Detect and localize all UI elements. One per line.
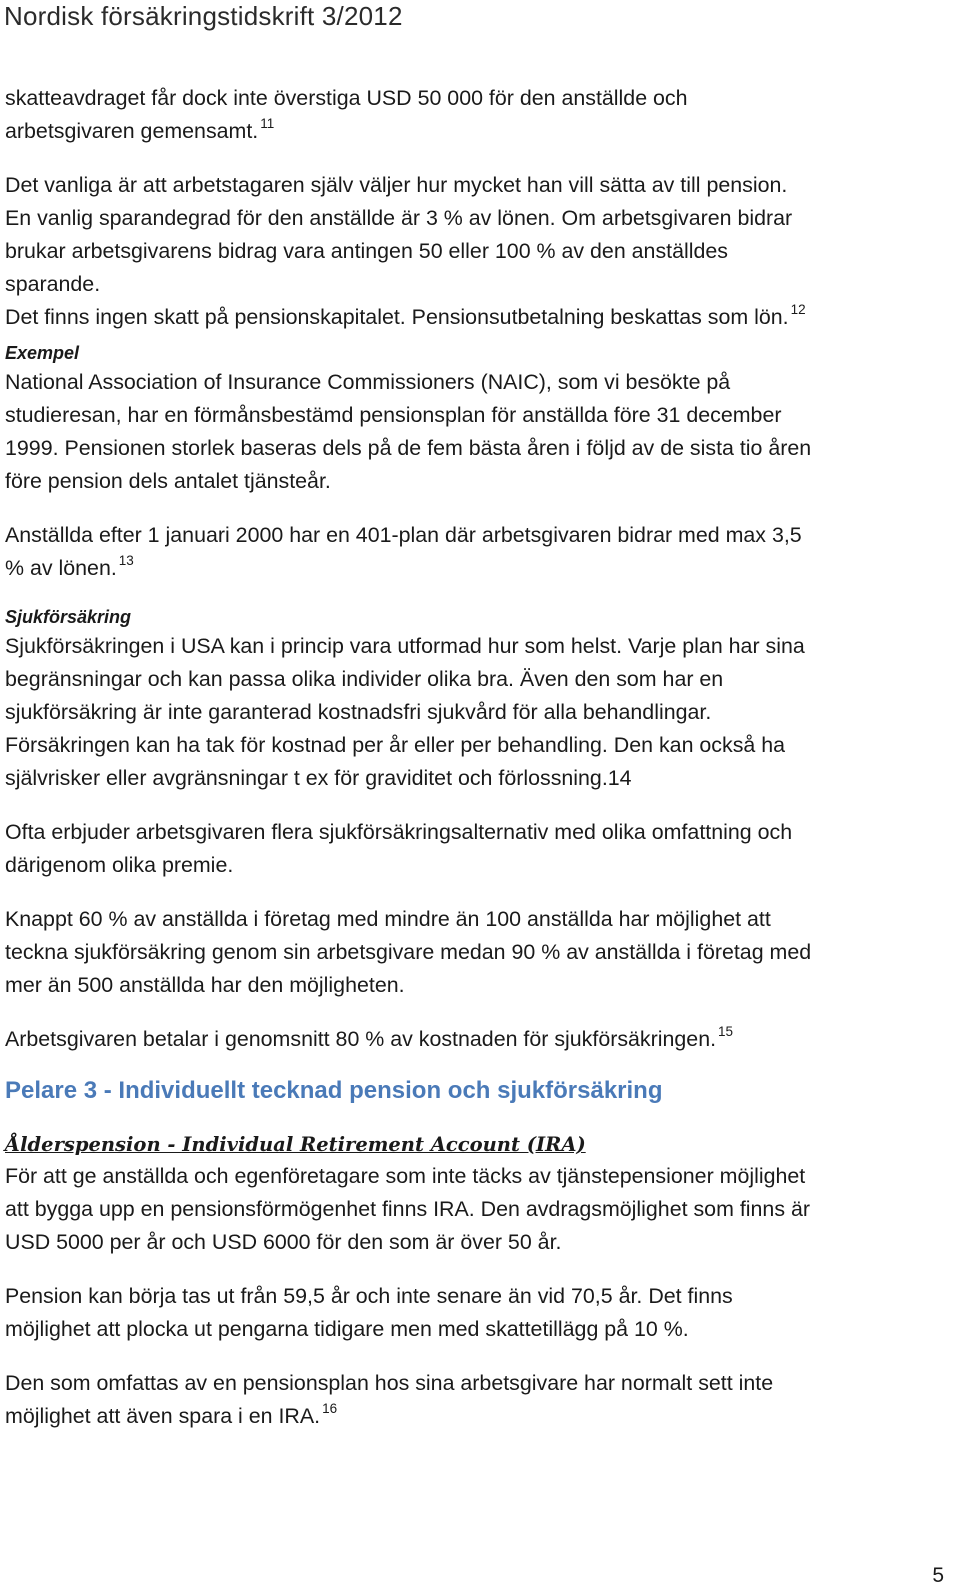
text-line: Det vanliga är att arbetstagaren själv väljer hur mycket han vill sätta av till pension. [5,173,788,197]
example-block [5,340,955,498]
text-line [5,115,955,148]
heading-example: Exempel [5,343,80,363]
text-line: sjukförsäkring är inte garanterad kostnadsfri sjukvård för alla behandlingar. [5,700,712,724]
text-line: Pension kan börja tas ut från 59,5 år och inte senare än vid 70,5 år. Det finns [5,1284,733,1308]
text-line: Anställda efter 1 januari 2000 har en 401-plan där arbetsgivaren bidrar med max 3,5 [5,523,802,547]
journal-header: Nordisk försäkringstidskrift 3/2012 [4,1,403,31]
text-line: brukar arbetsgivarens bidrag vara antingen 50 eller 100 % av den anställdes [5,239,728,263]
text-line: Försäkringen kan ha tak för kostnad per år eller per behandling. Den kan också ha [5,733,786,757]
footnote-ref-12[interactable]: 12 [790,302,806,317]
text-line: För att ge anställda och egenföretagare som inte täcks av tjänstepensioner möjlighet [5,1164,806,1188]
heading-pillar-3: Pelare 3 - Individuellt tecknad pension och sjukförsäkring [5,1077,663,1104]
paragraph-401-plan [5,519,955,585]
text-line: studieresan, har en förmånsbestämd pensionsplan för anställda före 31 december [5,403,782,427]
heading-health-insurance: Sjukförsäkring [5,607,132,627]
text-line: skatteavdraget får dock inte överstiga USD 50 000 för den anställde och [5,86,688,110]
section-pillar-3 [5,1074,955,1108]
text-line: möjlighet att plocka ut pengarna tidigare men med skattetillägg på 10 %. [5,1317,689,1341]
text-line: sparande. [5,272,101,296]
health-insurance-block [5,604,955,795]
text-line: En vanlig sparandegrad för den anställde är 3 % av lönen. Om arbetsgivaren bidrar [5,206,793,230]
text-line: att bygga upp en pensionsförmögenhet finns IRA. Den avdragsmöjlighet som finns är [5,1197,810,1221]
text-line: teckna sjukförsäkring genom sin arbetsgivare medan 90 % av anställda i företag med [5,940,812,964]
text-line [5,1400,955,1433]
text-line [5,301,955,334]
document-body [5,82,955,1433]
text-line: Sjukförsäkringen i USA kan i princip vara utformad hur som helst. Varje plan har sina [5,634,805,658]
paragraph-pension-tax [5,301,955,334]
footnote-ref-15[interactable]: 15 [718,1024,734,1039]
paragraph-employer-share [5,1023,955,1056]
text-line: självrisker eller avgränsningar t ex för graviditet och förlossning.14 [5,766,632,790]
page-number: 5 [932,1564,944,1587]
footnote-ref-11[interactable]: 11 [260,116,275,131]
text-line: mer än 500 anställda har den möjligheten. [5,973,405,997]
text-line: därigenom olika premie. [5,853,234,877]
text-line [5,1023,955,1056]
text-span: Arbetsgivaren betalar i genomsnitt 80 % av kostnaden för sjukförsäkringen. [5,1027,717,1051]
paragraph-alternatives [5,816,955,882]
text-line: USD 5000 per år och USD 6000 för den som är över 50 år. [5,1230,562,1254]
footnote-ref-13[interactable]: 13 [118,553,134,568]
text-line: Knappt 60 % av anställda i företag med mindre än 100 anställda har möjlighet att [5,907,771,931]
text-span: % av lönen. [5,556,117,580]
text-line: Ofta erbjuder arbetsgivaren flera sjukförsäkringsalternativ med olika omfattning och [5,820,793,844]
text-line: National Association of Insurance Commissioners (NAIC), som vi besökte på [5,370,731,394]
paragraph-coverage-stats [5,903,955,1002]
text-line: före pension dels antalet tjänsteår. [5,469,331,493]
footnote-ref-16[interactable]: 16 [322,1401,338,1416]
paragraph-ira-eligibility [5,1367,955,1433]
heading-ira: Ålderspension - Individual Retirement Account (IRA) [5,1133,586,1156]
text-line: Den som omfattas av en pensionsplan hos sina arbetsgivare har normalt sett inte [5,1371,774,1395]
ira-block [5,1130,955,1259]
text-line: begränsningar och kan passa olika individer olika bra. Även den som har en [5,667,724,691]
paragraph-withdrawal-age [5,1280,955,1346]
paragraph-tax-deduction [5,82,955,148]
text-line: 1999. Pensionen storlek baseras dels på de fem bästa åren i följd av de sista tio åren [5,436,812,460]
text-span: Det finns ingen skatt på pensionskapitalet. Pensionsutbetalning beskattas som lön. [5,305,789,329]
text-span: möjlighet att även spara i en IRA. [5,1404,321,1428]
text-span: arbetsgivaren gemensamt. [5,119,259,143]
paragraph-savings-rate [5,169,955,301]
text-line [5,552,955,585]
